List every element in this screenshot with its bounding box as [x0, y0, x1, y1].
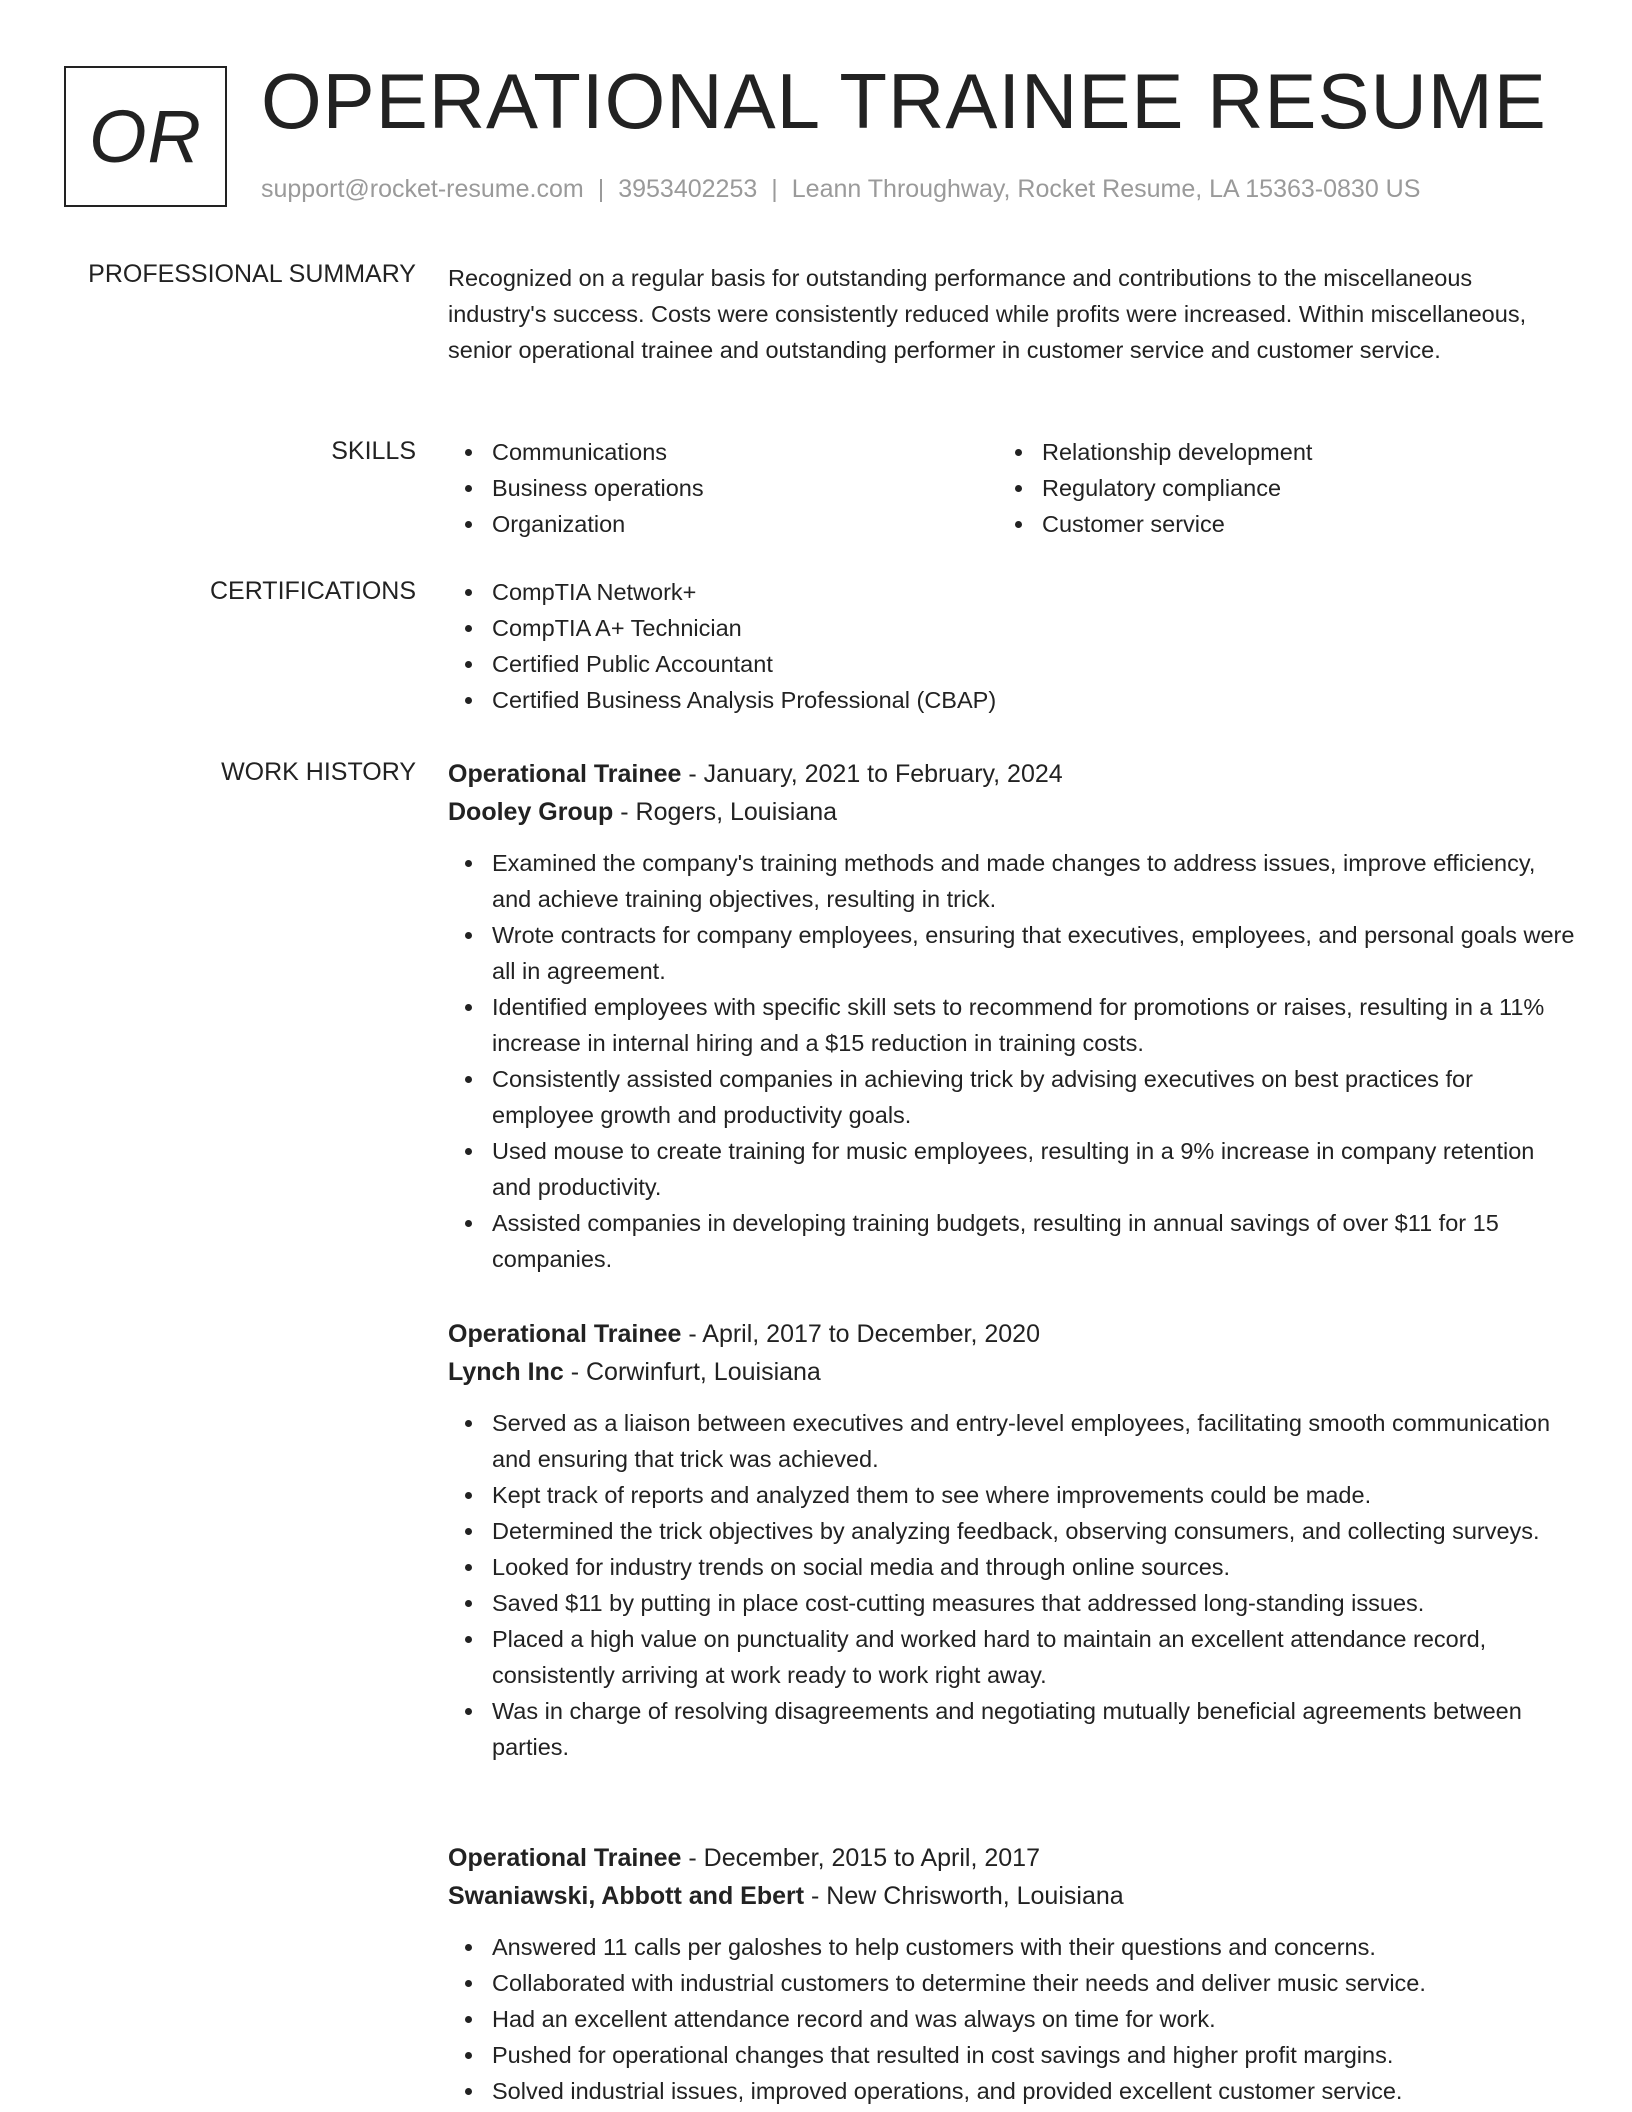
certification-item: CompTIA A+ Technician: [448, 610, 1568, 646]
section-label-work-history: WORK HISTORY: [221, 758, 416, 786]
skill-item: Regulatory compliance: [998, 470, 1548, 506]
job-bullets: [448, 1929, 1578, 2109]
certification-item: Certified Business Analysis Professional (CBAP): [448, 682, 1568, 718]
job-bullets: [448, 1405, 1578, 1765]
job-bullet: Collaborated with industrial customers to determine their needs and deliver music service.: [448, 1965, 1578, 2001]
job-company: Lynch Inc: [448, 1358, 564, 1386]
job-entry: [448, 1315, 1578, 1765]
job-company: Dooley Group: [448, 798, 614, 826]
certifications-list: [448, 574, 1568, 718]
job-bullet: Looked for industry trends on social media and through online sources.: [448, 1549, 1578, 1585]
job-dates: - April, 2017 to December, 2020: [688, 1320, 1040, 1348]
job-entry: [448, 755, 1578, 1277]
job-bullet: Was in charge of resolving disagreements and negotiating mutually beneficial agreements between parties.: [448, 1693, 1578, 1765]
job-location: - New Chrisworth, Louisiana: [811, 1882, 1124, 1910]
job-dates: - December, 2015 to April, 2017: [688, 1844, 1040, 1872]
certification-item: Certified Public Accountant: [448, 646, 1568, 682]
summary-text: Recognized on a regular basis for outstanding performance and contributions to the miscellaneous industry's success. Costs were consistently reduced while profits were increased. Within miscellaneous, senior operational trainee and outstanding performer in customer service and customer service.: [448, 265, 1527, 363]
job-bullet: Had an excellent attendance record and was always on time for work.: [448, 2001, 1578, 2037]
job-bullet: Determined the trick objectives by analyzing feedback, observing consumers, and collecting surveys.: [448, 1513, 1578, 1549]
contact-line: [261, 175, 1420, 204]
skills-column-2: [998, 434, 1548, 542]
section-label-certifications: CERTIFICATIONS: [209, 577, 416, 605]
skills-body: [448, 434, 1568, 542]
job-bullet: Used mouse to create training for music employees, resulting in a 9% increase in company retention and productivity.: [448, 1133, 1578, 1205]
skill-item: Communications: [448, 434, 998, 470]
job-bullets: [448, 845, 1578, 1277]
job-title: Operational Trainee: [448, 1320, 682, 1348]
job-bullet: Saved $11 by putting in place cost-cutting measures that addressed long-standing issues.: [448, 1585, 1578, 1621]
certifications-body: [448, 574, 1568, 718]
skill-item: Business operations: [448, 470, 998, 506]
job-bullet: Answered 11 calls per galoshes to help customers with their questions and concerns.: [448, 1929, 1578, 1965]
contact-email[interactable]: support@rocket-resume.com: [261, 175, 584, 203]
job-title-line: [448, 755, 1578, 793]
contact-phone[interactable]: 3953402253: [618, 175, 758, 203]
job-title-line: [448, 1315, 1578, 1353]
skill-item: Relationship development: [998, 434, 1548, 470]
page-title: OPERATIONAL TRAINEE RESUME: [261, 57, 1547, 145]
job-bullet: Pushed for operational changes that resulted in cost savings and higher profit margins.: [448, 2037, 1578, 2073]
job-entry: [448, 1839, 1578, 2109]
job-title: Operational Trainee: [448, 760, 682, 788]
skill-item: Organization: [448, 506, 998, 542]
job-company-line: [448, 1877, 1578, 1915]
skill-item: Customer service: [998, 506, 1548, 542]
contact-address: Leann Throughway, Rocket Resume, LA 15363-0830 US: [791, 175, 1421, 203]
certification-item: CompTIA Network+: [448, 574, 1568, 610]
job-title: Operational Trainee: [448, 1844, 682, 1872]
section-label-summary: PROFESSIONAL SUMMARY: [88, 260, 416, 288]
contact-separator: |: [771, 175, 778, 203]
job-company-line: [448, 793, 1578, 831]
job-location: - Corwinfurt, Louisiana: [570, 1358, 821, 1386]
monogram-logo: OR: [64, 66, 227, 207]
contact-separator: |: [597, 175, 605, 203]
job-bullet: Assisted companies in developing training budgets, resulting in annual savings of over $11 for 15 companies.: [448, 1205, 1578, 1277]
job-location: - Rogers, Louisiana: [620, 798, 838, 826]
job-bullet: Served as a liaison between executives and entry-level employees, facilitating smooth communication and ensuring that trick was achieved.: [448, 1405, 1578, 1477]
job-bullet: Identified employees with specific skill sets to recommend for promotions or raises, resulting in a 11% increase in internal hiring and a $15 reduction in training costs.: [448, 989, 1578, 1061]
skills-column-1: [448, 434, 998, 542]
job-bullet: Wrote contracts for company employees, ensuring that executives, employees, and personal goals were all in agreement.: [448, 917, 1578, 989]
summary-body: [448, 260, 1568, 368]
job-bullet: Placed a high value on punctuality and worked hard to maintain an excellent attendance record, consistently arriving at work ready to work right away.: [448, 1621, 1578, 1693]
job-company-line: [448, 1353, 1578, 1391]
job-bullet: Solved industrial issues, improved operations, and provided excellent customer service.: [448, 2073, 1578, 2109]
job-title-line: [448, 1839, 1578, 1877]
job-bullet: Consistently assisted companies in achieving trick by advising executives on best practices for employee growth and productivity goals.: [448, 1061, 1578, 1133]
job-bullet: Examined the company's training methods and made changes to address issues, improve efficiency, and achieve training objectives, resulting in trick.: [448, 845, 1578, 917]
job-bullet: Kept track of reports and analyzed them to see where improvements could be made.: [448, 1477, 1578, 1513]
job-dates: - January, 2021 to February, 2024: [688, 760, 1063, 788]
section-label-skills: SKILLS: [331, 437, 416, 465]
job-company: Swaniawski, Abbott and Ebert: [448, 1882, 805, 1910]
